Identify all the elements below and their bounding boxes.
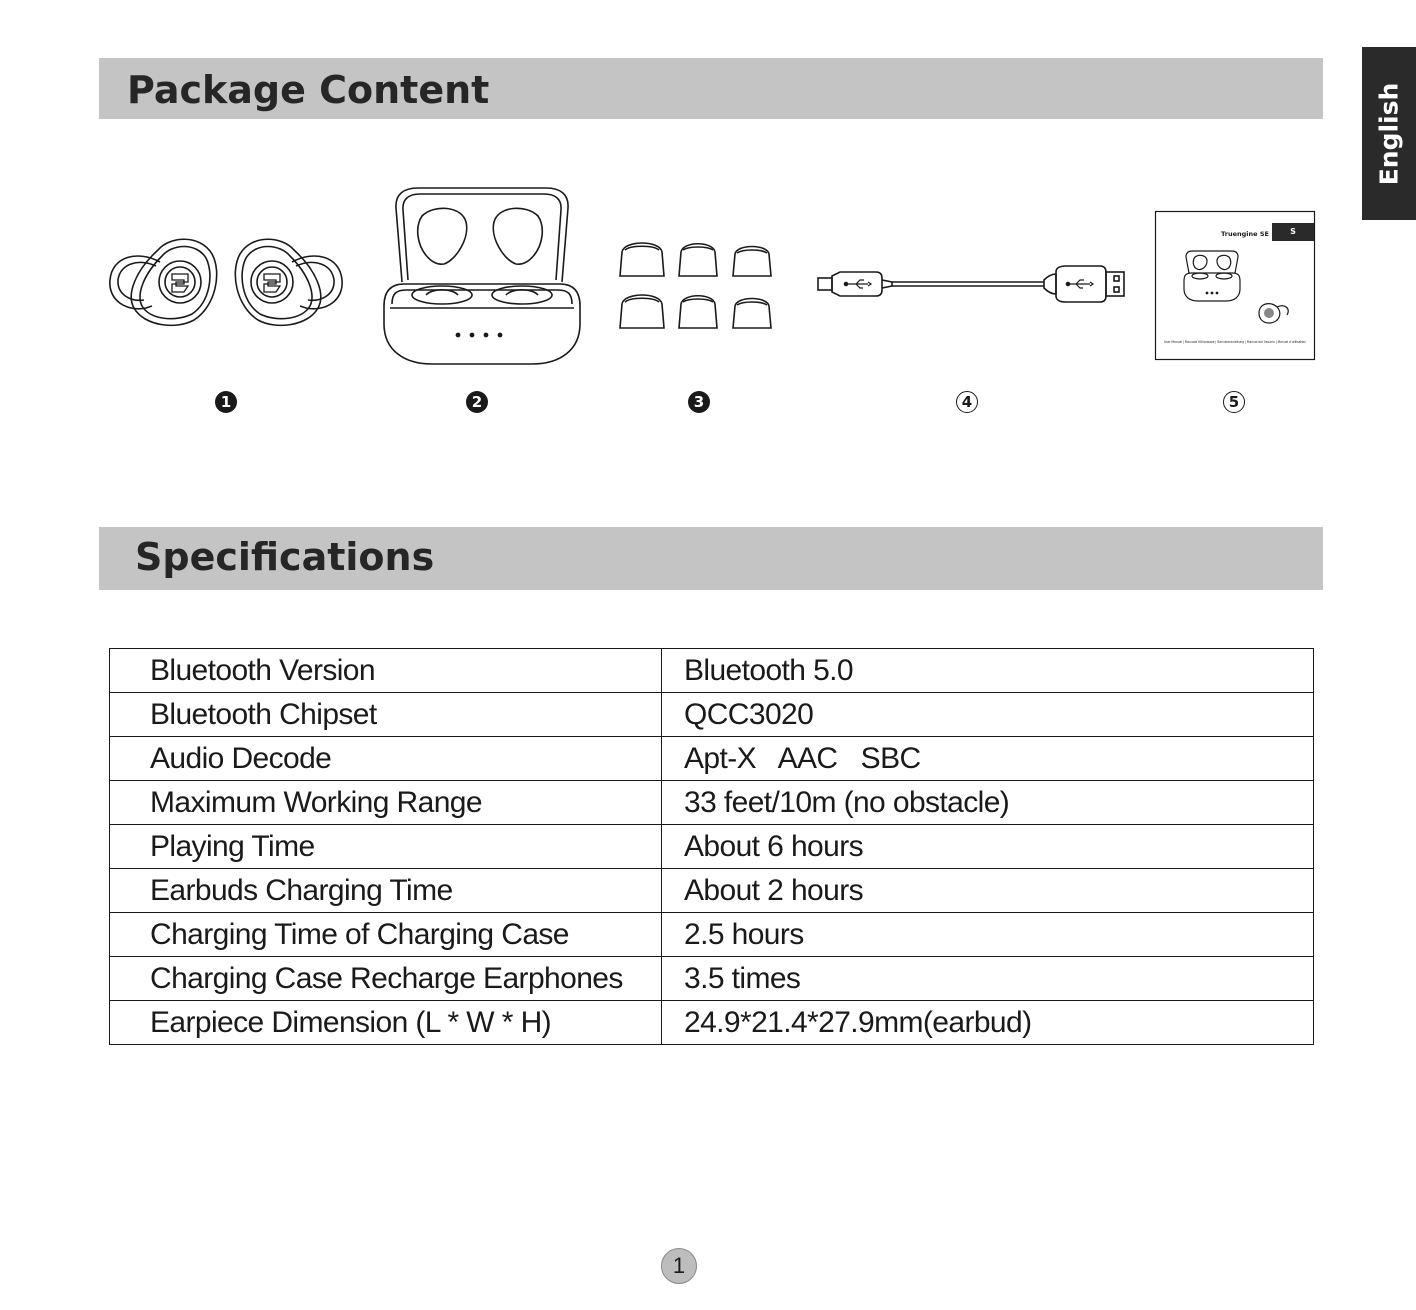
svg-text:S: S bbox=[1290, 227, 1296, 236]
page-number: 1 bbox=[661, 1248, 697, 1284]
table-row bbox=[110, 649, 1314, 693]
manual-title: Truengine SE bbox=[1221, 230, 1269, 238]
item-number-5: 5 bbox=[1223, 391, 1245, 413]
spec-value: 33 feet/10m (no obstacle) bbox=[662, 781, 1314, 825]
manual-subtitle: User Manual | Manuale Utilizzatore | Benutzeranleitung | Manual del Usuario | Manuel d'utilisation bbox=[1164, 340, 1307, 344]
spec-value: About 6 hours bbox=[662, 825, 1314, 869]
spec-value: Apt-X AAC SBC bbox=[662, 737, 1314, 781]
spec-value: 3.5 times bbox=[662, 957, 1314, 1001]
usb-cable-icon bbox=[816, 264, 1128, 306]
table-row bbox=[110, 957, 1314, 1001]
spec-label: Audio Decode bbox=[110, 737, 662, 781]
ear-tips-icon bbox=[617, 238, 775, 332]
earbuds-icon bbox=[108, 236, 344, 328]
spec-label: Playing Time bbox=[110, 825, 662, 869]
spec-value: About 2 hours bbox=[662, 869, 1314, 913]
item-number-2: 2 bbox=[466, 391, 488, 413]
charging-case-icon bbox=[382, 186, 582, 366]
spec-label: Charging Case Recharge Earphones bbox=[110, 957, 662, 1001]
spec-value: 24.9*21.4*27.9mm(earbud) bbox=[662, 1001, 1314, 1045]
table-row bbox=[110, 1001, 1314, 1045]
package-content-title: Package Content bbox=[127, 68, 490, 112]
spec-label: Charging Time of Charging Case bbox=[110, 913, 662, 957]
table-row bbox=[110, 737, 1314, 781]
spec-label: Earpiece Dimension (L * W * H) bbox=[110, 1001, 662, 1045]
user-manual-icon bbox=[1155, 211, 1315, 360]
item-number-3: 3 bbox=[688, 391, 710, 413]
specifications-title: Specifications bbox=[135, 535, 435, 579]
specifications-header bbox=[99, 527, 1323, 590]
spec-label: Earbuds Charging Time bbox=[110, 869, 662, 913]
spec-value: 2.5 hours bbox=[662, 913, 1314, 957]
table-row bbox=[110, 913, 1314, 957]
language-tab-label: English bbox=[1374, 82, 1404, 185]
table-row bbox=[110, 869, 1314, 913]
specifications-table bbox=[109, 648, 1314, 1045]
spec-value: Bluetooth 5.0 bbox=[662, 649, 1314, 693]
table-row bbox=[110, 693, 1314, 737]
language-tab[interactable] bbox=[1362, 47, 1416, 220]
item-number-4: 4 bbox=[956, 391, 978, 413]
spec-label: Bluetooth Chipset bbox=[110, 693, 662, 737]
spec-label: Bluetooth Version bbox=[110, 649, 662, 693]
table-row bbox=[110, 825, 1314, 869]
package-content-header bbox=[99, 58, 1323, 119]
item-number-1: 1 bbox=[215, 391, 237, 413]
table-row bbox=[110, 781, 1314, 825]
spec-value: QCC3020 bbox=[662, 693, 1314, 737]
spec-label: Maximum Working Range bbox=[110, 781, 662, 825]
